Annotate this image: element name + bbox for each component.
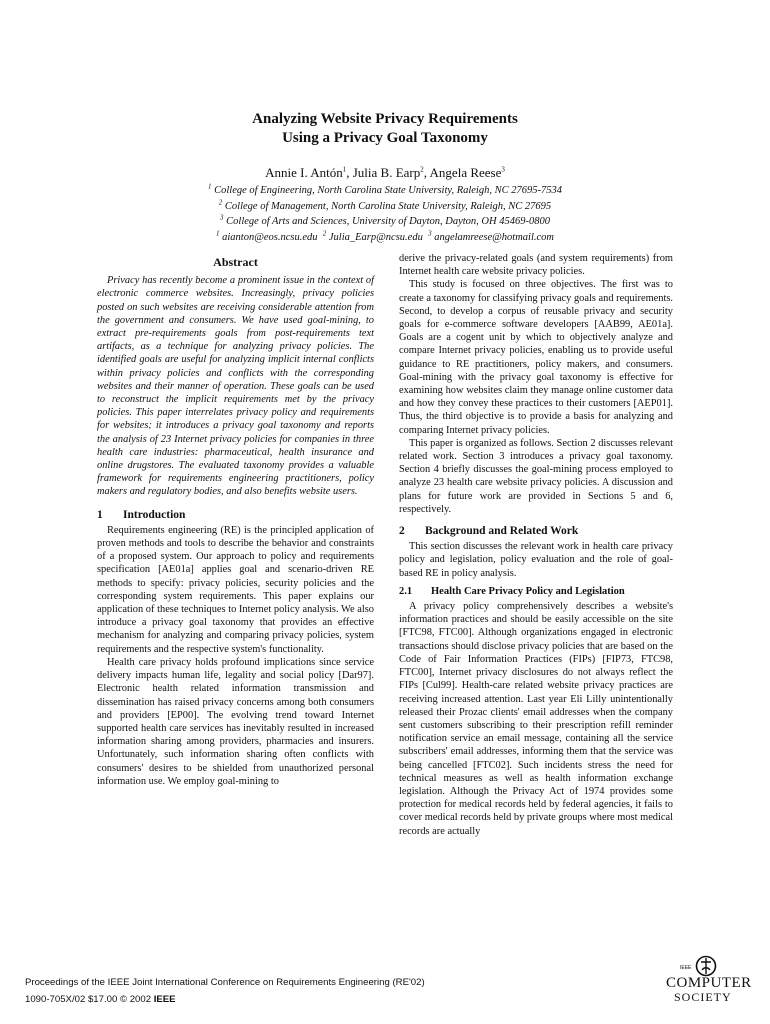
footer-copyright xyxy=(25,991,425,1008)
computer-society-logo xyxy=(662,955,752,1005)
paragraph: This paper is organized as follows. Section 2 discusses relevant related work. Section 3 introduces a privacy goal taxonomy. Section 4 briefly discusses the goal-mining process employed to analyze 23 health care website privacy policies. A discussion and plans for future work are provided in Sections 5 and 6, respectively. xyxy=(399,437,673,515)
author-list xyxy=(0,165,770,181)
left-column xyxy=(97,256,374,788)
affiliation-text: College of Management, North Carolina State University, Raleigh, NC 27695 xyxy=(224,200,552,212)
affiliation-sup: 2 xyxy=(218,198,223,206)
abstract-body: Privacy has recently become a prominent issue in the context of electronic commerce websites. Increasingly, privacy policies posted on such websites are receiving considerable attention from the government and consumers. We have used goal-mining, to extract pre-requirements goals from post-requirements text artifacts, as a technique for analyzing privacy policies. The identified goals are useful for analyzing implicit internal conflicts within privacy policies and conflicts with the corresponding websites and their manner of operation. These goals can be used to reconstruct the implicit requirements met by the privacy policies. This paper interrelates privacy policy and requirements for websites; it introduces a privacy goal taxonomy and reports the analysis of 23 Internet privacy policies for companies in three health care industries: pharmaceutical, health insurance and online drugstores. The evaluated taxonomy provides a valuable framework for requirements engineering practitioners, policy makers and regulatory bodies, and also benefits website users. xyxy=(97,275,374,498)
paragraph: This section discusses the relevant work in health care privacy policy and legislation, policy evaluation and the role of goal-based RE in policy analysis. xyxy=(399,541,673,579)
title-line-2: Using a Privacy Goal Taxonomy xyxy=(282,130,488,146)
section-number: 1 xyxy=(97,508,103,521)
paragraph: Requirements engineering (RE) is the principled application of proven methods and tools to describe the behavior and constraints of a proposed system. Our approach to policy and requirements specification [AE01a] applies goal and scenario-driven RE methods to specify: privacy policies, security policies and the corresponding system requirements. This paper explains our application of these techniques to Internet policy analysis. We also introduce a privacy goal taxonomy that provides an effective mechanism for analyzing and comparing privacy policies, system requirements and the respective system's functionality. xyxy=(97,524,374,655)
section-title: Introduction xyxy=(123,508,186,521)
email-sup: 3 xyxy=(428,229,432,237)
footer-ieee: IEEE xyxy=(153,994,176,1005)
author-sup: 2 xyxy=(420,165,424,174)
email-address: aianton@eos.ncsu.edu xyxy=(222,231,318,243)
email-address: angelamreese@hotmail.com xyxy=(434,231,554,243)
author-name: Julia B. Earp xyxy=(352,165,421,180)
subsection-title: Health Care Privacy Policy and Legislation xyxy=(431,585,625,597)
affiliation-text: College of Arts and Sciences, University of Dayton, Dayton, OH 45469-0800 xyxy=(226,216,550,227)
email-line xyxy=(0,230,770,246)
section-heading xyxy=(97,509,374,522)
section-number: 2 xyxy=(399,525,405,538)
logo-line-2: SOCIETY xyxy=(674,990,732,1004)
affiliation-list xyxy=(0,183,770,245)
author-sup: 1 xyxy=(342,165,347,174)
section-heading xyxy=(399,525,673,538)
subsection-number: 2.1 xyxy=(399,585,413,597)
proceedings-footer xyxy=(25,974,425,1008)
affiliation-sup: 1 xyxy=(208,182,212,191)
paragraph: derive the privacy-related goals (and system requirements) from Internet health care website privacy policies. xyxy=(399,253,673,278)
affiliation-text: College of Engineering, North Carolina State University, Raleigh, NC 27695-7534 xyxy=(214,185,562,196)
affiliation-sup: 3 xyxy=(220,213,224,222)
email-sup: 2 xyxy=(322,229,327,237)
abstract-heading: Abstract xyxy=(213,255,258,269)
right-column xyxy=(399,252,673,838)
section-title: Background and Related Work xyxy=(425,525,579,538)
logo-small-text: IEEE xyxy=(680,965,692,971)
email-address: Julia_Earp@ncsu.edu xyxy=(328,231,423,243)
footer-price: 1090-705X/02 $17.00 © 2002 xyxy=(25,994,154,1005)
paragraph: Health care privacy holds profound implications since service delivery impacts human life, legality and social policy [Dar97]. Electronic health related information transmission and dissemination has raised privacy concerns among both consumers and providers [EP00]. The evolving trend toward Internet supported health care services has inevitably resulted in increased information sharing among providers, pharmacies and insurers. Unfortunately, such information sharing often conflicts with consumers' desires to be shielded from unauthorized personal information use. We employ goal-mining to xyxy=(97,656,374,787)
affiliation xyxy=(0,183,770,199)
title-line-1: Analyzing Website Privacy Requirements xyxy=(252,111,518,127)
author-name: Annie I. Antón xyxy=(265,165,343,180)
author-sup: 3 xyxy=(501,165,505,174)
footer-proceedings: Proceedings of the IEEE Joint International Conference on Requirements Engineering (RE'02) xyxy=(25,977,425,988)
paper-title xyxy=(0,110,770,148)
affiliation xyxy=(0,199,770,215)
logo-line-1: COMPUTER xyxy=(666,975,752,991)
paragraph: A privacy policy comprehensively describes a website's information practices and should be easily accessible on the site [FTC98, FTC00]. Although organizations engaged in electronic transactions should disclose privacy policies that are based on the Code of Fair Information Practices (FIPs) [FIP73, FTC98, FTC00], Internet privacy disclosures do not always reflect the FIPs [Cul99]. Health-care related website privacy practices are receiving increased attention. Last year Eli Lilly unintentionally released their Prozac clients' email addresses when the company sent customers subscribing to their prescription refill reminder notification service an email message, containing all the service subscribers' email addresses, informing them that the service was being cancelled [FTC02]. Such incidents stress the need for technical measures as well as health information exchange legislation. Although the Privacy Act of 1974 provides some protection for medical records held by federal agencies, it fails to cover medical records held by private groups where most medical records are actually xyxy=(399,601,673,837)
paragraph: This study is focused on three objectives. The first was to create a taxonomy for classifying privacy goals and requirements. Second, to develop a corpus of reusable privacy and security goals for e-commerce software developers [AAB99, AE01a]. Goals are a cogent unit by which to objectively analyze and compare Internet privacy policies, enabling us to provide useful guidance to RE practitioners, policy makers, and consumers. Goal-mining with the privacy goal taxonomy is effective for examining how websites claim they manage online customer data and how they convey these practices to their customers [AEP01]. Thus, the third objective is to provide a basis for analyzing and comparing Internet privacy policies. xyxy=(399,279,673,436)
subsection-heading xyxy=(399,585,673,598)
email-sup: 1 xyxy=(215,229,220,237)
author-separator: , xyxy=(346,165,353,180)
logo-emblem-icon xyxy=(662,955,746,977)
author-separator: , xyxy=(423,165,430,180)
author-name: Angela Reese xyxy=(429,165,502,180)
affiliation xyxy=(0,214,770,230)
